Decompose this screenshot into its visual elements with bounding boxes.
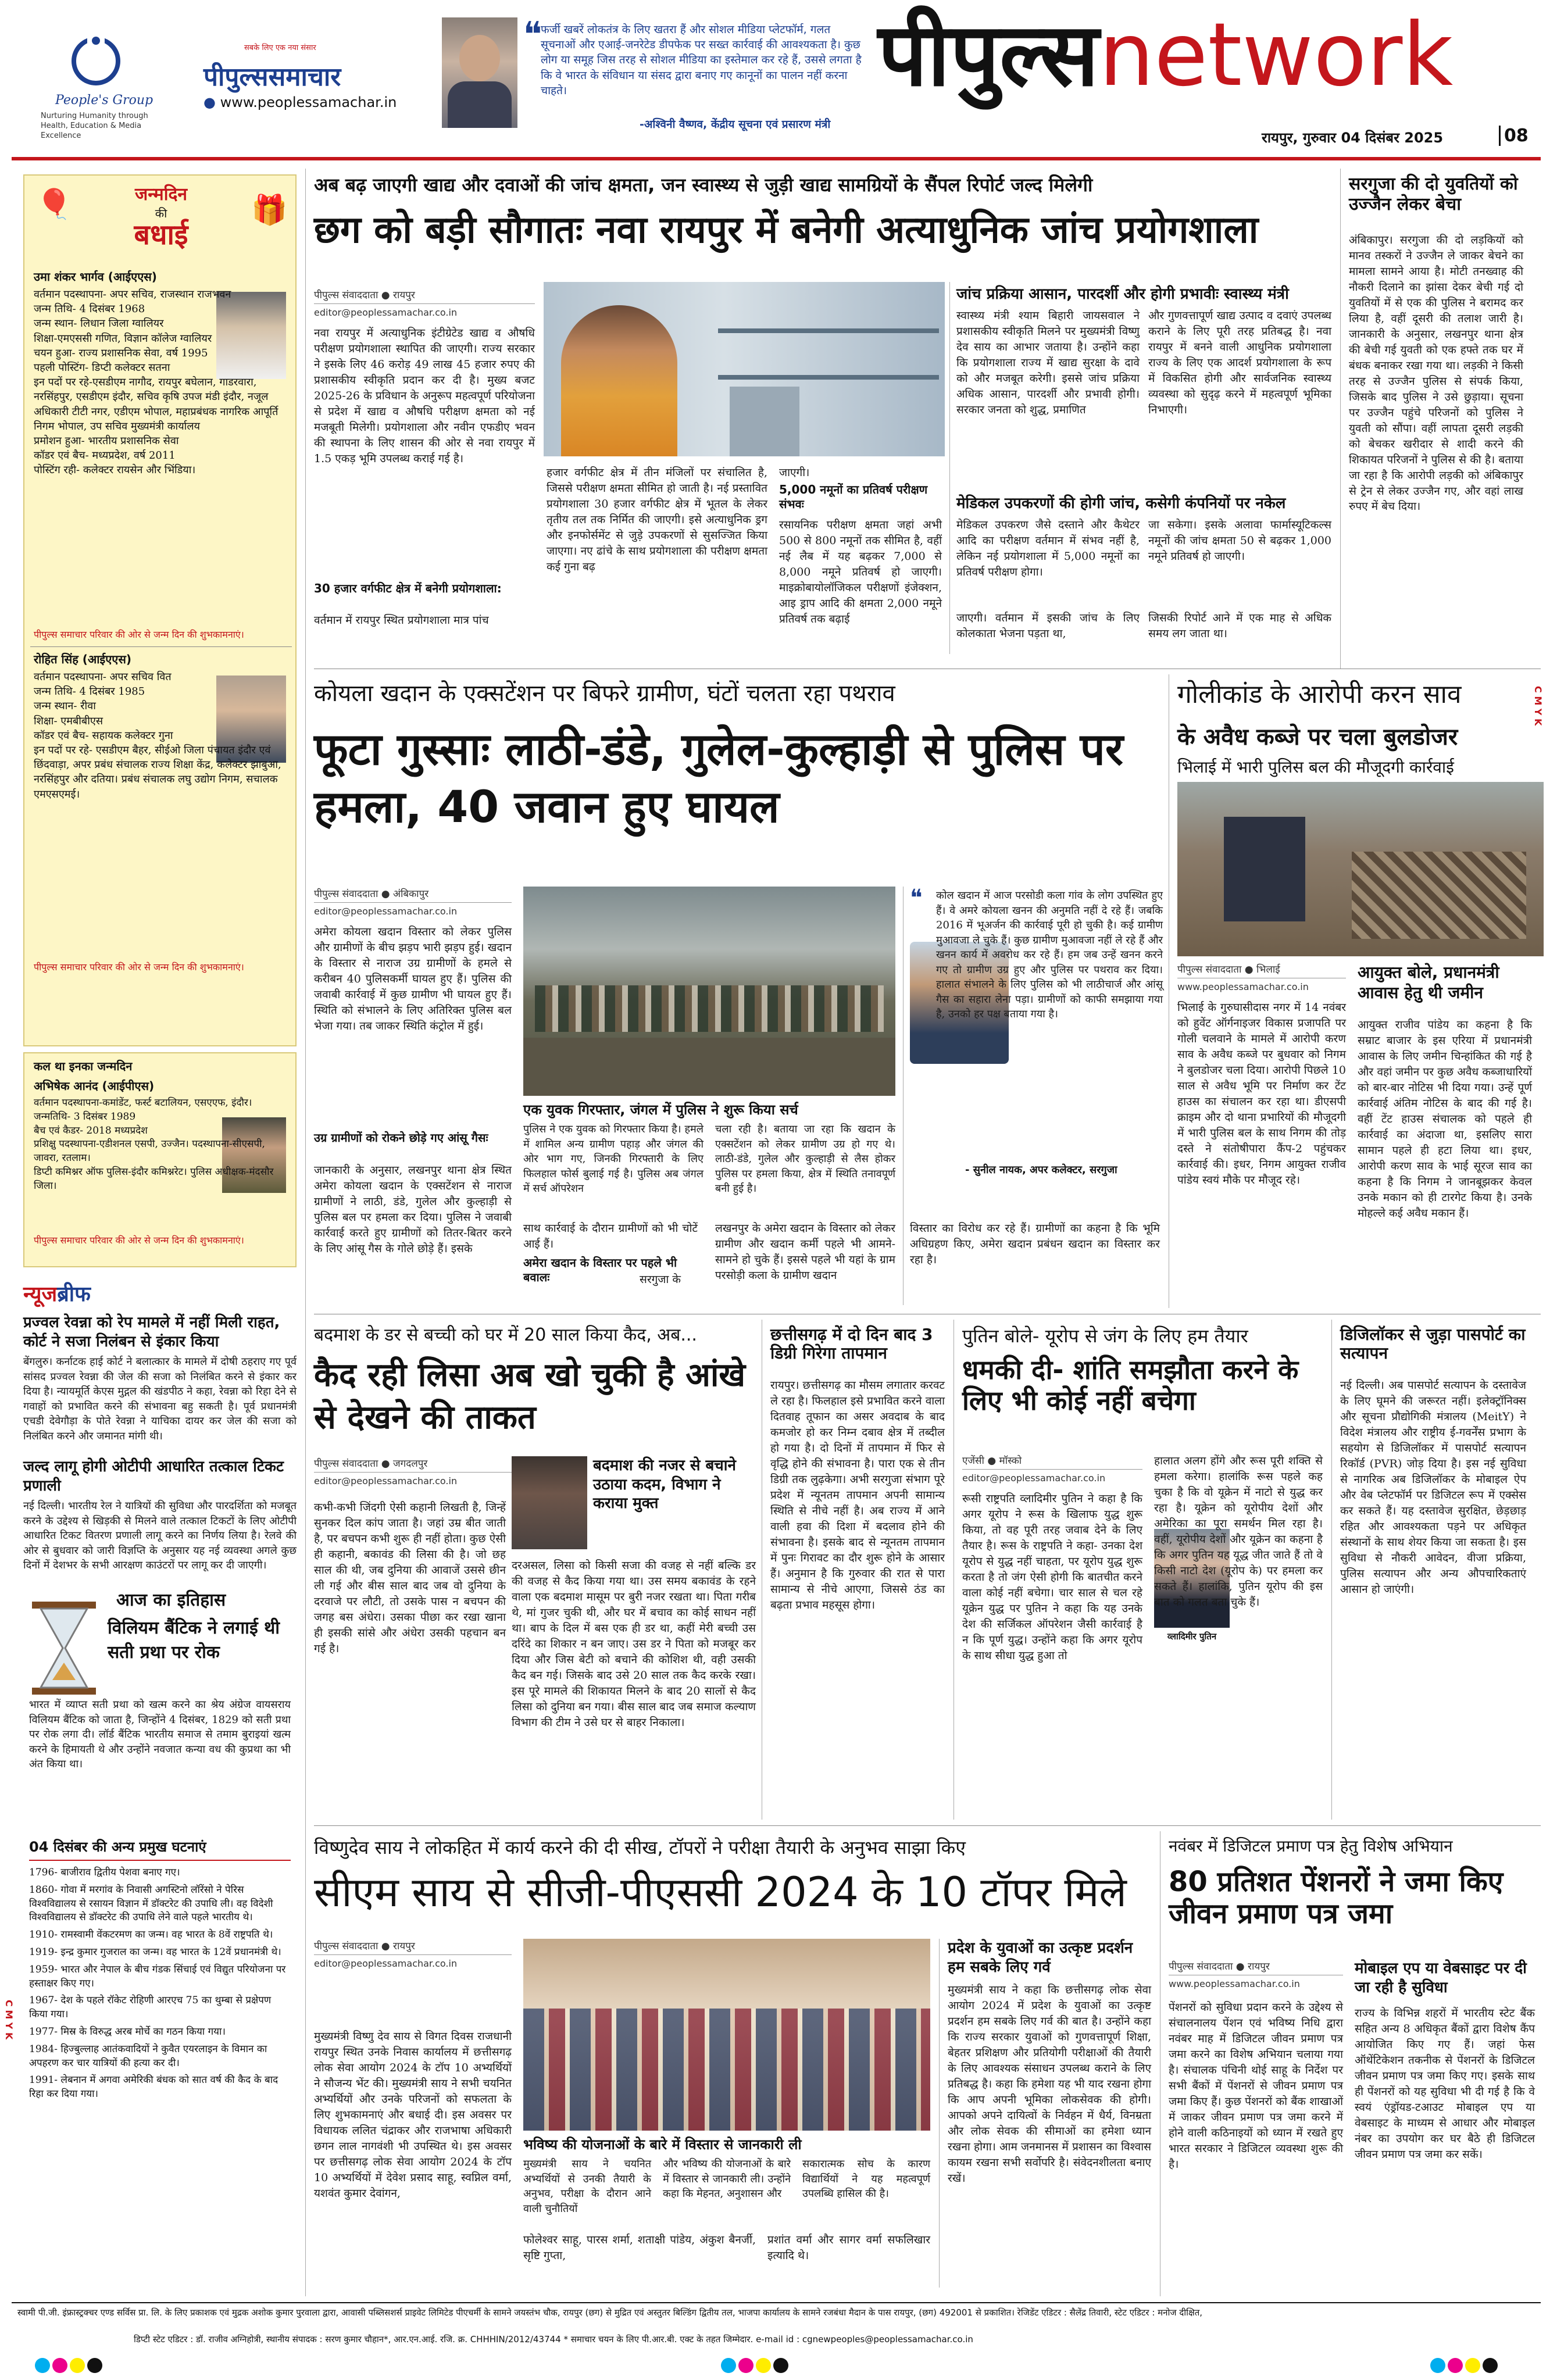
cm-cap-col2: और भविष्य की योजनाओं के बारे में विस्तार से जानकारी ली। उन्होंने कहा कि मेहनत, अनुशासन और: [663, 2158, 794, 2200]
brief-h2: जल्द लागू होगी ओटीपी आधारित तत्काल टिकट प्रणाली: [23, 1458, 284, 1495]
lisa-col1: कभी-कभी जिंदगी ऐसी कहानी लिखती है, जिन्हें सुनकर दिल कांप जाता है। जहां उम्र बीत जाती है, पर बचपन कभी शुरू ही नहीं होता। कुछ ऐसी ही कहानी, बकावंड की लिसा की है। जो छह साल की थी, जब दुनिया की आवाजें उससे छीन ली गई और बीस साल बाद जब वो दुनिया के दरवाजे पर लौटी, तो उसके पास न बचपन की जगह बस अंधेरा। उसका पीछा कर रखा खाना ही इसकी सांसे और अंधेरा उसकी पहचान बन गई है।: [314, 1501, 510, 1655]
page-number: 08: [1499, 126, 1529, 146]
coal-headline: फूटा गुस्साः लाठी-डंडे, गुलेल-कुल्हाड़ी से पुलिस पर हमला, 40 जवान हुए घायल: [314, 723, 1123, 832]
history-title: आज का इतिहास: [116, 1590, 226, 1610]
cm-email: editor@peoplessamachar.co.in: [314, 1958, 458, 1969]
coal-inner-rule: [903, 887, 904, 1305]
cmyk-mark-center: [721, 2358, 788, 2373]
golikand-kicker: गोलीकांड के आरोपी करन साव: [1177, 680, 1462, 709]
right-column-rule-top: [1340, 169, 1341, 669]
cm-inner-rule: [939, 1939, 940, 2288]
bday-p1-name: उमा शंकर भार्गव (आईएएस): [34, 270, 157, 284]
sarguja-headline: सरगुजा की दो युवतियों को उज्जैन लेकर बेचा: [1349, 174, 1518, 215]
cm-col1: मुख्यमंत्री विष्णु देव साय से विगत दिवस राजधानी रायपुर स्थित उनके निवास कार्यालय में छत्तीसगढ़ लोक सेवा आयोग 2024 के टॉप 10 अभ्यर्थियों ने सौजन्य भेंट की। मुख्यमंत्री साय ने सभी चयनित अभ्यर्थियों और उनके परिजनों को सफलता के लिए शुभकामनाएं और बधाई दी। इस अवसर पर विधायक ललित चंद्राकर और राजभाषा अधिकारी छगन लाल नागवंशी भी उपस्थित थे। इस अवसर पर छत्तीसगढ़ लोक सेवा आयोग 2024 के टॉप 10 अभ्यर्थियों में देवेश प्रसाद साहू, स्वप्निल वर्मा, यशवंत कुमार देवांगन,: [314, 2030, 516, 2200]
brand-right: समाचार: [268, 62, 341, 92]
coal-right-top: कोल खदान में आज परसोडी कला गांव के लोग उपस्थित हुए हैं। वे अमरे कोयला खनन की अनुमति नहीं दे रहे हैं। जबकि 2016 में भूअर्जन की कार्रवाई पूरी हो चुकी है। कई ग्रामीण मुआवजा ले चुके हैं। कुछ ग्रामीण मुआवजा नहीं ले रहे हैं और खनन कार्य में अवरोध कर रहे हैं। हम जब उन्हें खनन करने गए तो ग्रामीण उग्र हुए और पुलिस पर पथराव कर दिया। हालात संभालने के लिए पुलिस को भी लाठीचार्ज और आंसू गैस का सहारा लेना पड़ा। ग्रामीणों को काफी समझाया गया है, उनको हर पक्ष बताया गया है।: [936, 889, 1166, 1021]
coal-cap-col1: पुलिस ने एक युवक को गिरफ्तार किया है। हमले में शामिल अन्य ग्रामीण पहाड़ और जंगल की ओर भाग गए, जिनकी गिरफ्तारी के लिए फिलहाल फोर्स बुलाई गई है। पुलिस अब जंगल में सर्च ऑपरेशन: [523, 1123, 707, 1195]
coal-kicker: कोयला खदान के एक्सटेंशन पर बिफरे ग्रामीण, घंटों चलता रहा पथराव: [314, 680, 895, 707]
coal-col2-sub: अमेरा खदान के विस्तार पर पहले भी बवालः: [523, 1256, 677, 1284]
brand-left: पीपुल्स: [203, 62, 269, 92]
birthday-title-top: जन्मदिन: [134, 184, 188, 205]
birthday-title-mid: की: [155, 206, 167, 220]
coal-caption: एक युवक गिरफ्तार, जंगल में पुलिस ने शुरू किया सर्च: [523, 1102, 798, 1118]
bday-divider-1: [30, 646, 292, 647]
weather-text: रायपुर। छत्तीसगढ़ का मौसम लगातार करवट ले रहा है। फिलहाल इसे प्रभावित करने वाला दितवाह तूफान का असर अवदाब के बाद कमजोर हो कर निम्न दबाव क्षेत्र में तब्दील हो गया है। दो दिनों में तापमान में फिर से वृद्धि होने की संभावना है। पारा एक से तीन डिग्री तक लुढ़केगा। अभी सरगुजा संभाग पूरे प्रदेश में न्यूनतम तापमान अपनी सामान्य स्थिति से नीचे नहीं है। अब राज्य में आने वाली हवा की दिशा में बदलाव होने की संभावना है। इसके बाद से न्यूनतम तापमान में पुनः गिरावट का दौर शुरू होने के आसार हैं। अनुमान है कि गुरुवार की रात से पारा सामान्य से नीचे आएगा, जिससे ठंड का बढ़ता प्रभाव महसूस होगा।: [770, 1379, 949, 1611]
putin-kicker: पुतिन बोले- यूरोप से जंग के लिए हम तैयार: [962, 1325, 1248, 1347]
putin-photo-caption: व्लादिमीर पुतिन: [1167, 1631, 1217, 1642]
cm-byline: पीपुल्स संवाददाता ● रायपुर: [314, 1939, 512, 1955]
golikand-headline: के अवैध कब्जे पर चला बुलडोजर: [1177, 724, 1458, 751]
masthead: [0, 0, 1557, 157]
left-column-rule: [305, 169, 306, 2296]
coal-cap-col2: चला रही है। बताया जा रहा कि खदान के एक्सटेंशन को लेकर ग्रामीण उग्र हो गए थे। लाठी-डंडे, गुलेल और कुल्हाड़ी से लैस होकर पुलिस पर हमला किया, क्षेत्र में स्थिति तनावपूर्ण बनी हुई है।: [715, 1123, 899, 1195]
cm-cap-col3: सकारात्मक सोच के कारण विद्यार्थियों ने यह महत्वपूर्ण उपलब्धि हासिल की है।: [802, 2158, 934, 2200]
cm-group-photo: [523, 1939, 930, 2131]
golikand-byline: पीपुल्स संवाददाता ● भिलाई: [1177, 962, 1346, 978]
lead-col2: हजार वर्गफीट क्षेत्र में तीन मंजिलों पर संचालित है, जिससे परीक्षण क्षमता सीमित हो जाती है। नई प्रस्तावित प्रयोगशाला 30 हजार वर्गफीट क्षेत्र में भूतल के लेकर तृतीय तल तक निर्मित की जाएगी। इसे अत्याधुनिक ड्रग और इनफोर्समेंट से जुड़े उपकरणों से सुसज्जित किया जाएगा। नए ढांचे के साथ प्रयोगशाला की परीक्षण क्षमता कई गुना बढ़: [547, 466, 772, 573]
lisa-byline: पीपुल्स संवाददाता ● जगदलपुर: [314, 1456, 512, 1473]
putin-byline: एजेंसी ● मॉस्को: [962, 1453, 1142, 1470]
coal-right-tail: विस्तार का विरोध कर रहे हैं। ग्रामीणों का कहना है कि भूमि अधिग्रहण किए, अमेरा खदान प्रबंधन खदान का विस्तार कर रहा है।: [910, 1222, 1164, 1266]
pension-headline: 80 प्रतिशत पेंशनरों ने जमा किए जीवन प्रमाण पत्र जमा: [1169, 1866, 1504, 1931]
network-logo-en: network: [1099, 5, 1454, 106]
sarguja-text: अंबिकापुर। सरगुजा की दो लड़कियों को मानव तस्करों ने उज्जैन ले जाकर बेचने का मामला सामने आया है। मोटी तनख्वाह की नौकरी दिलाने का झांसा देकर बेची गई दो युवतियों में से एक की पुलिस ने बरामद कर लिया है, वहीं दूसरी की तलाश जारी है। जानकारी के अनुसार, लखनपुर थाना क्षेत्र की बेची गई युवती को एक हफ्ते तक घर में बंधक बनाकर रखा गया था। लड़की ने किसी तरह से उज्जैन पुलिस से संपर्क किया, जिसके बाद पुलिस ने उसे छुड़ाया। सूचना पर उज्जैन पहुंचे परिजनों को पुलिस ने युवती को सौंपा। वहीं लापता दूसरी लड़की को बेचकर खरीदार से शादी करने की शिकायत परिजनों ने पुलिस से की है। बताया जा रहा है कि आरोपी लड़की को अंबिकापुर से ट्रेन से लेकर उज्जैन गए, और वहां लाख रुपए में बेच दिया।: [1349, 234, 1527, 513]
quote-author: -अश्विनी वैष्णव, केंद्रीय सूचना एवं प्रसारण मंत्री: [640, 118, 831, 131]
bday-p3-wish: पीपुल्स समाचार परिवार की ओर से जन्म दिन की शुभकामनाएं।: [34, 1235, 244, 1246]
lisa-kicker: बदमाश के डर से बच्ची को घर में 20 साल किया कैद, अब...: [314, 1325, 697, 1345]
lead-side-col1: स्वास्थ्य मंत्री श्याम बिहारी जायसवाल ने प्रशासकीय स्वीकृति मिलने पर मुख्यमंत्री विष्णु देव साय का आभार जताया है। उन्होंने कहा कि प्रयोगशाला राज्य में खाद्य सुरक्षा के दावे को और मजबूत करेगी। इससे जांच प्रक्रिया अधिक आसान, पारदर्शी और प्रभावी होगी। सरकार जनता को शुद्ध, प्रमाणित: [956, 309, 1144, 416]
history-event: 1959- भारत और नेपाल के बीच गंडक सिंचाई एवं विद्युत परियोजना पर हस्ताक्षर किए गए।: [29, 1963, 286, 1989]
coal-col2-text: सरगुजा के: [640, 1273, 681, 1286]
cm-side-text: मुख्यमंत्री साय ने कहा कि छत्तीसगढ़ लोक सेवा आयोग 2024 में प्रदेश के युवाओं का उत्कृष्ट प्रदर्शन हम सबके लिए गर्व की बात है। उन्होंने कहा कि राज्य सरकार युवाओं को गुणवत्तापूर्ण शिक्षा, बेहतर प्रशिक्षण और प्रतियोगी परीक्षाओं की तैयारी के लिए आवश्यक संसाधन उपलब्ध कराने के लिए प्रतिबद्ध है। कहा कि हमेशा यह भी याद रखना होगा कि आप अपनी भूमिका लोकसेवक की होगी। आपको अपने दायित्वों के निर्वहन में धैर्य, विनम्रता और लोक सेवक की सीमाओं का हमेशा ध्यान रखना होगा। आम जनमानस में प्रशासन का विश्वास कायम रखना सभी सर्वोपरि है। संवेदनशीलता बनाए रखें।: [948, 1984, 1155, 2185]
bday-tomorrow-box: [23, 1052, 297, 1267]
cm-kicker: विष्णुदेव साय ने लोकहित में कार्य करने की दी सीख, टॉपरों ने परीक्षा तैयारी के अनुभव साझा किए: [314, 1836, 966, 1859]
cm-cap-col1: मुख्यमंत्री साय ने चयनित अभ्यर्थियों से उनकी तैयारी के अनुभव, परीक्षा के दौरान आने वाली चुनौतियों: [523, 2158, 655, 2215]
news-brief: [23, 1279, 300, 1581]
history-event: 1910- रामस्वामी वेंकटरमण का जन्म। वह भारत के 8वें राष्ट्रपति थे।: [29, 1929, 273, 1941]
coal-email: editor@peoplessamachar.co.in: [314, 906, 458, 917]
history-events-title: 04 दिसंबर की अन्य प्रमुख घटनाएं: [29, 1837, 291, 1861]
footer-line1: स्वामी पी.जी. इंफ्रास्ट्रक्चर एण्ड सर्विस प्रा. लि. के लिए प्रकाशक एवं मुद्रक अशोक कुमार पुरवाला द्वारा, आवासी पब्लिसशर्स प्राइवेट लिमिटेड पीएचर्मी के सामने जयस्तंभ चौक, रायपुर (छग) से मुद्रित एवं अस्तुतर बिल्डिंग द्वितीय तल, भाजपा कार्यालय के सामने रजबंधा मैदान के पास रायपुर, (छग) 492001 से प्रकाशित। रेजिडेंट एडिटर : सैलेंद्र तिवारी, स्टेट एडिटर : मनोज दीक्षित,: [17, 2307, 1203, 2318]
bday-p3-name: अभिषेक आनंद (आईपीएस): [34, 1079, 155, 1093]
footer-rule: [12, 2302, 1541, 2303]
golikand-side-text: आयुक्त राजीव पांडेय का कहना है कि सम्राट बाजार के इस एरिया में प्रधानमंत्री आवास के लिए जमीन चिन्हांकित की गई है और वहां जमीन पर कुछ अवैध कब्जाधारियों को बार-बार नोटिस भी दिया गया। उन्हें पूर्ण कार्रवाई अंतिम नोटिस के बाद की गई है। वहीं टेंट हाउस संचालक को पहले ही कार्रवाई का अंदाजा था, इसलिए सारा सामान पहले ही हटा लिया था। इधर, आरोपी करण साव के भाई सूरज साव का कहना है कि निगम ने जानबूझकर केवल उनके मकान को ही टारगेट किया है। उनके मोहल्ले कई अवैध मकान हैं।: [1358, 1019, 1536, 1220]
putin-rule: [1331, 1320, 1332, 1820]
network-logo-hi: पीपुल्स: [878, 5, 1099, 106]
lead-col1: नवा रायपुर में अत्याधुनिक इंटीग्रेटेड खाद्य व औषधि परीक्षण प्रयोगशाला स्थापित की जाएगी। राज्य सरकार ने इसके लिए 46 करोड़ 49 लाख 45 हजार रुपए की प्रशासकीय स्वीकृति प्रदान कर दी है। मुख्य बजट 2025-26 के प्रविधान के अनुरूप महत्वपूर्ण परियोजना से प्रदेश में खाद्य व औषधि परीक्षण क्षमता को नई मजबूती मिलेगी। प्रयोगशाला और नवीन एफडीए भवन की स्थापना के लिए शासन की ओर से नवा रायपुर में 1.5 एकड़ भूमि उपलब्ध कराई गई है।: [314, 327, 539, 465]
lead-col3: जाएगी।: [779, 466, 810, 479]
website-link[interactable]: [203, 94, 397, 110]
brief-t1: बेंगलुरु। कर्नाटक हाई कोर्ट ने बलात्कार के मामले में दोषी ठहराए गए पूर्व सांसद प्रज्वल रेवन्ना की जेल की सजा को निलंबित करने से इंकार कर दिया है। न्यायमूर्ति केएस मुद्गल की खंडपीठ ने कहा, रेवन्ना को रिहा देने से गवाहों को प्रभावित करने की संभावना बहु सकती है। पूर्व प्रधानमंत्री एचडी देवेगौड़ा के पोते रेवन्ना ने याचिका दायर कर जेल की सजा को निलंबित करने और जमानत मांगी थी।: [23, 1356, 300, 1442]
hourglass-icon: [29, 1599, 99, 1698]
lead-col1-tail: वर्तमान में रायपुर स्थित प्रयोगशाला मात्र पांच: [314, 614, 489, 627]
coal-col3: लखनपुर के अमेरा खदान के विस्तार को लेकर ग्रामीण और खदान कर्मी पहले भी आमने-सामने हो चुके हैं। इससे पहले भी यहां के ग्राम परसोड़ी कला के ग्रामीण खदान: [715, 1222, 899, 1282]
golikand-site: www.peoplessamachar.co.in: [1177, 981, 1309, 992]
history-event: 1977- मिस्र के विरुद्ध अरब मोर्चे का गठन किया गया।: [29, 2025, 226, 2038]
cmyk-mark-left: [35, 2358, 102, 2373]
brief-t2: नई दिल्ली। भारतीय रेल ने यात्रियों की सुविधा और पारदर्शिता को मजबूत करने के उद्देश्य से खिड़की से मिलने वाले तत्काल टिकटों के लिए ओटीपी आधारित टिकट वितरण प्रणाली लागू करने का निर्णय लिया है। रेलवे की ओर से बुधवार को जारी विज्ञप्ति के अनुसार यह नई व्यवस्था अगले कुछ दिनों में देशभर के सभी आरक्षण काउंटरों पर लागू कर दी जाएगी।: [23, 1500, 300, 1572]
balloon-icon: 🎈: [36, 187, 73, 221]
lisa-col2: दरअसल, लिसा को किसी सजा की वजह से नहीं बल्कि डर की वजह से कैद किया गया था। उस समय बकावंड के रहने वाला एक बदमाश मासूम पर बुरी नजर रखता था। पिता गरीब थे, मां गुजर चुकी थी, और घर में बचाव का कोई साधन नहीं था। बाप के दिल में बस एक ही डर था, कहीं मेरी बच्ची उस दरिंदे का शिकार न बन जाए। उस डर ने पिता को मजबूर कर दिया और जिस बेटी को बचाने की कोशिश थी, वही उसकी कैद बन गई। जिसके बाद उसे 20 साल तक कैद करके रखा। इस पूरे मामले की शिकायत मिलने के बाद 20 सालों से कैद लिसा को दुनिया बन गया। बीस साल बाद जब समाज कल्याण विभाग की टीम ने उसे घर से बाहर निकाला।: [512, 1559, 760, 1729]
bday-p2-name: रोहित सिंह (आईएएस): [34, 652, 131, 666]
golikand-side-head: आयुक्त बोले, प्रधानमंत्री आवास हेतु थी जमीन: [1358, 963, 1499, 1002]
birthday-box: [23, 174, 297, 1046]
pension-byline: पीपुल्स संवाददाता ● रायपुर: [1169, 1959, 1343, 1975]
history-event: 1991- लेबनान में अगवा अमेरिकी बंधक को सात वर्ष की कैद के बाद रिहा कर दिया गया।: [29, 2074, 278, 2100]
brand-samachar: [203, 58, 341, 93]
pension-site: www.peoplessamachar.co.in: [1169, 1978, 1300, 1989]
putin-col2: हालात अलग होंगे और रूस पूरी शक्ति से हमला करेगा। हालांकि रूस पहले कह चुका है कि वो यूक्रेन में नाटो से युद्ध कर रहा है। यूक्रेन को यूरोपीय देशों और अमेरिका का पूरा समर्थन मिल रहा है। वहीं, यूरोपीय देशों और यूक्रेन का कहना है कि अगर पुतिन यह यूद्ध जीत जाते हैं तो वे किसी नाटो देश (यूरोप के) पर हमला कर सकते हैं। हालांकि, पुतिन यूरोप की इस बात को गलत बता चुके हैं।: [1154, 1455, 1327, 1609]
footer-line2: डिप्टी स्टेट एडिटर : डॉ. राजीव अग्निहोत्री, स्थानीय संपादक : सरण कुमार चौहान*, आर.एन.आई. रजि. क्र. CHHHIN/2012/43744 * समाचार चयन के लिए पी.आर.बी. एक्ट के तहत जिम्मेदार. e-mail id : cgnewpeoples@peoplessamachar.co.in: [134, 2334, 973, 2345]
lead-side2-col2: जा सकेगा। इसके अलावा फार्मास्यूटिकल्स नमूनों की जांच क्षमता 50 से बढ़कर 1,000 नमूने प्रतिवर्ष हो जाएगी।: [1148, 519, 1335, 563]
golikand-text: भिलाई के गुरुघासीदास नगर में 14 नवंबर को हुवेंट ऑर्गनाइजर विकास प्रजापति पर गोली चलवाने के मामले में आरोपी करण साव के अवैध कब्जे पर बुधवार को निगम ने बुलडोजर चला दिया। आरोपी पिछले 10 साल से अवैध भूमि पर निर्माण कर टेंट हाउस का संचालन कर रहा था। डीएसपी क्राइम और दो थाना प्रभारियों की मौजूदगी में भारी पुलिस बल के साथ निगम की तोड़ दस्ते ने संतोषीपारा कैंप-2 पहुंचकर कार्रवाई की। इधर, निगम आयुक्त राजीव पांडेय स्वयं मौके पर मौजूद रहे।: [1177, 1001, 1350, 1187]
bday-p1-details: वर्तमान पदस्थापना- अपर सचिव, राजस्थान राजभवन जन्म तिथि- 4 दिसंबर 1968 जन्म स्थान- लिधान जिला ग्वालियर शिक्षा-एमएससी गणित, विज्ञान कॉलेज ग्वालियर चयन हुआ- राज्य प्रशासनिक सेवा, वर्ष 1995 पहली पोस्टिंग- डिप्टी कलेक्टर सतना इन पदों पर रहे-एसडीएम नागौद, रायपुर बघेलान, गाडरवारा, नरसिंहपुर, एसडीएम इंदौर, सचिव कृषि उपज मंडी इंदौर, नजूल अधिकारी टीटी नगर, एडीएम भोपाल, महाप्रबंधक नागरिक आपूर्ति निगम भोपाल, उप सचिव मुख्यमंत्री कार्यालय प्रमोशन हुआ- भारतीय प्रशासनिक सेवा कॉडर एवं बैच- मध्यप्रदेश, वर्ष 2011 पोस्टिंग रही- कलेक्टर रायसेन और भिंडिया।: [34, 288, 278, 477]
bday-p2-wish: पीपुल्स समाचार परिवार की ओर से जन्म दिन की शुभकामनाएं।: [34, 962, 244, 973]
brief-h1: प्रज्वल रेवन्ना को रेप मामले में नहीं मिली राहत, कोर्ट ने सजा निलंबन से इंकार किया: [23, 1314, 280, 1350]
divider-lower: [314, 1825, 1541, 1826]
cm-side-head: प्रदेश के युवाओं का उत्कृष्ट प्रदर्शन हम सबके लिए गर्व: [948, 1939, 1133, 1976]
masthead-rule: [12, 157, 1541, 160]
lead-col3-sub: 5,000 नमूनों का प्रतिवर्ष परीक्षण संभवः: [779, 483, 928, 511]
history-events-list: [29, 1866, 291, 2105]
pension-col1: पेंशनरों को सुविधा प्रदान करने के उद्देश्य से संचालनालय पेंशन एवं भविष्य निधि द्वारा नवंबर माह में डिजिटल जीवन प्रमाण पत्र जमा करने का विशेष अभियान चलाया गया है। संचालक पंचिनी थोई साहू के निर्देश पर सभी बैंकों में पेंशनरों से जीवन प्रमाण पत्र जमा किए हैं। कुछ पेंशनरों को बैंक शाखाओं में जाकर जीवन प्रमाण पत्र जमा करने में होने वाली कठिनाइयों को ध्यान में रखते हुए भारत सरकार ने डिजिटल व्यवस्था शुरू की है।: [1169, 2001, 1347, 2171]
lead-side3-col1: जाएगी। वर्तमान में इसकी जांच के लिए कोलकाता भेजना पड़ता था,: [956, 612, 1144, 640]
cm-names-1: फोलेश्वर साहू, पारस शर्मा, शताक्षी पांडेय, अंकुश बैनर्जी, सृष्टि गुप्ता,: [523, 2234, 760, 2262]
lead-headline: छग को बड़ी सौगातः नवा रायपुर में बनेगी अत्याधुनिक जांच प्रयोगशाला: [314, 209, 1259, 252]
lisa-col2-head: बदमाश की नजर से बचाने उठाया कदम, विभाग ने कराया मुक्त: [593, 1457, 736, 1512]
lead-side-col2: और गुणवत्तापूर्ण खाद्य उत्पाद व दवाएं उपलब्ध कराने के लिए पूरी तरह प्रतिबद्ध है। नवा रायपुर में बनने वाली आधुनिक प्रयोगशाला राज्य के लिए एक आदर्श प्रयोगशाला के रूप में विकसित होगी और सार्वजनिक स्वास्थ्य व्यवस्था को सुदृढ़ करने में महत्वपूर्ण भूमिका निभाएगी।: [1148, 309, 1335, 416]
coal-col1: अमेरा कोयला खदान विस्तार को लेकर पुलिस और ग्रामीणों के बीच झड़प भारी झड़प हुई। खदान के विस्तार से नाराज उग्र ग्रामीणों के हमले से करीबन 40 पुलिसकर्मी घायल हुए हैं। पुलिस की जवाबी कार्रवाई में कुछ ग्रामीण भी घायल हुए हैं। स्थिति को संभालने के लिए अतिरिक्त पुलिस बल भेजा गया। तब जाकर स्थिति कंट्रोल में हुई।: [314, 925, 516, 1032]
website-text: www.peoplessamachar.in: [220, 94, 397, 110]
brief-heading-2: ब्रीफ: [57, 1282, 91, 1306]
lead-kicker: अब बढ़ जाएगी खाद्य और दवाओं की जांच क्षमता, जन स्वास्थ्य से जुड़ी खाद्य सामग्रियों के सैंपल रिपोर्ट जल्द मिलेगी: [314, 174, 1093, 196]
coal-col2-a: साथ कार्रवाई के दौरान ग्रामीणों को भी चोटें आई हैं।: [523, 1222, 702, 1250]
dateline: रायपुर, गुरुवार 04 दिसंबर 2025: [1262, 130, 1444, 146]
history-event: 1984- हिज्बुल्लाह आतंकवादियों ने कुवैत एयरलाइन के विमान का अपहरण कर चार यात्रियों की हत्या कर दी।: [29, 2043, 267, 2069]
bday-p1-wish: पीपुल्स समाचार परिवार की ओर से जन्म दिन की शुभकामनाएं।: [34, 629, 244, 640]
bday-tomorrow-title: कल था इनका जन्मदिन: [34, 1059, 133, 1073]
minister-quote: फर्जी खबरें लोकतंत्र के लिए खतरा हैं और सोशल मीडिया प्लेटफॉर्म, गलत सूचनाओं और एआई-जनरेटेड डीपफेक पर सख्त कार्रवाई की आवश्यकता है। कुछ लोग या समूह जिस तरह से सोशल मीडिया का इस्तेमाल कर रहे हैं, उससे लगता है कि वे भारत के संविधान या संसद द्वारा बनाए गए कानूनों का पालन नहीं करना चाहते।: [541, 23, 862, 97]
history-box: [23, 1587, 297, 2279]
putin-headline: धमकी दी- शांति समझौता करने के लिए भी कोई नहीं बचेगा: [962, 1354, 1299, 1416]
history-event: 1796- बाजीराव द्वितीय पेशवा बनाए गए।: [29, 1867, 180, 1878]
group-tagline: Nurturing Humanity through Health, Education & Media Excellence: [41, 112, 148, 140]
golikand-sub: भिलाई में भारी पुलिस बल की मौजूदगी कार्रवाई: [1177, 757, 1454, 777]
quote-mark-icon: ❝: [910, 885, 923, 912]
bday-p2-details: वर्तमान पदस्थापना- अपर सचिव वित जन्म तिथि- 4 दिसंबर 1985 जन्म स्थान- रीवा शिक्षा- एमबीबीएस कॉडर एवं बैच- सहायक कलेक्टर गुना इन पदों पर रहे- एसडीएम बैहर, सीईओ जिला पंचायत इंदौर एवं छिंदवाड़ा, अपर प्रबंध संचालक राज्य शिक्षा केंद्र, कलेक्टर झाबुआ, नरसिंहपुर और दतिया। प्रबंध संचालक लघु उद्योग निगम, सचालक एमएसएमई।: [34, 671, 281, 801]
group-name: People's Group: [55, 93, 153, 108]
coal-photo: [523, 887, 895, 1096]
coal-byline: पीपुल्स संवाददाता ● अंबिकापुर: [314, 887, 512, 903]
weather-headline: छत्तीसगढ़ में दो दिन बाद 3 डिग्री गिरेगा तापमान: [770, 1325, 933, 1363]
cm-headline: सीएम साय से सीजी-पीएससी 2024 के 10 टॉपर मिले: [314, 1868, 1127, 1916]
pension-col2: राज्य के विभिन्न शहरों में भारतीय स्टेट बैंक सहित अन्य 8 अधिकृत बैंकों द्वारा विशेष कैंप आयोजित किए गए हैं। जहां फेस ऑथेंटिकेशन तकनीक से पेंशनरों के डिजिटल जीवन प्रमाण पत्र जमा किए गए। इसके साथ ही पेंशनरों को यह सुविधा भी दी गई है कि वे स्वयं एंड्रॉयड-टआउट मोबाइल एप या वेबसाइट के माध्यम से आधार और मोबाइल नंबर का उपयोग कर घर बैठे ही डिजिटल जीवन प्रमाण पत्र जमा कर सकें।: [1355, 2007, 1539, 2161]
cmyk-side-label-left: C M Y K: [3, 2000, 15, 2040]
lead-side3-col2: जिसकी रिपोर्ट आने में एक माह से अधिक समय लग जाता था।: [1148, 612, 1335, 640]
brief-heading: [23, 1279, 297, 1307]
lead-side-head2: मेडिकल उपकरणों की होगी जांच, कसेगी कंपनियों पर नकेल: [956, 495, 1286, 512]
quote-mark-icon: ❝: [523, 15, 542, 55]
minister-photo: [442, 17, 517, 128]
coal-quote-by: - सुनील नायक, अपर कलेक्टर, सरगुजा: [965, 1164, 1117, 1176]
lead-photo: [544, 282, 945, 456]
history-event: 1967- देश के पहले रॉकेट रोहिणी आरएच 75 का थुम्बा से प्रक्षेपण किया गया।: [29, 1995, 272, 2021]
brief-heading-1: न्यूज: [23, 1282, 58, 1306]
lisa-headline: कैद रही लिसा अब खो चुकी है आंखे से देखने की ताकत: [314, 1356, 746, 1436]
bulldozer-photo: [1177, 782, 1544, 956]
lead-side-head: जांच प्रक्रिया आसान, पारदर्शी और होगी प्रभावीः स्वास्थ्य मंत्री: [956, 285, 1289, 303]
pension-kicker: नवंबर में डिजिटल प्रमाण पत्र हेतु विशेष अभियान: [1169, 1836, 1453, 1856]
network-logo: [878, 5, 1454, 106]
history-event: 1919- इन्द्र कुमार गुजराल का जन्म। वह भारत के 12वें प्रधानमंत्री थे।: [29, 1946, 281, 1958]
coal-col1-sub: उग्र ग्रामीणों को रोकने छोड़े गए आंसू गैसः: [314, 1131, 488, 1145]
tagline-hi: सबके लिए एक नया संसार: [244, 44, 316, 52]
lead-email: editor@peoplessamachar.co.in: [314, 307, 458, 318]
gift-icon: 🎁: [251, 193, 288, 227]
coal-col1-text: जानकारी के अनुसार, लखनपुर थाना क्षेत्र स्थित अमेरा कोयला खदान के एक्सटेंशन से नाराज ग्रामीणों ने लाठी, डंडे, गुलेल और कुल्हाड़ी से पुलिस बल पर हमला कर दिया। पुलिस ने जवाबी कार्रवाई करते हुए ग्रामीणों को तितर-बितर करने के लिए आंसू गैस के गोले छोड़े हैं। इसके: [314, 1164, 516, 1255]
lisa-email: editor@peoplessamachar.co.in: [314, 1475, 458, 1486]
pension-side-head: मोबाइल एप या वेबसाइट पर दी जा रही है सुविधा: [1355, 1960, 1527, 1996]
digilocker-headline: डिजिलॉकर से जुड़ा पासपोर्ट का सत्यापन: [1340, 1325, 1526, 1363]
history-headline: विलियम बैंटिक ने लगाई थी सती प्रथा पर रोक: [108, 1618, 280, 1663]
globe-icon: ●: [203, 94, 216, 110]
lead-side2-col1: मेडिकल उपकरण जैसे दस्ताने और कैथेटर आदि का परीक्षण वर्तमान में संभव नहीं है, लेकिन नई प्रयोगशाला में 5,000 नमूनों का प्रतिवर्ष परीक्षण होगा।: [956, 519, 1144, 578]
lead-col1-sub: 30 हजार वर्गफीट क्षेत्र में बनेगी प्रयोगशाला:: [314, 581, 502, 595]
lead-byline: पीपुल्स संवाददाता ● रायपुर: [314, 288, 535, 304]
cmyk-side-label-right: C M Y K: [1533, 686, 1544, 726]
cm-caption: भविष्य की योजनाओं के बारे में विस्तार से जानकारी ली: [523, 2136, 802, 2153]
history-text: भारत में व्याप्त सती प्रथा को खत्म करने का श्रेय अंग्रेज वायसराय विलियम बैंटिक को जाता है, जिन्होंने 4 दिसंबर, 1829 को सती प्रथा पर रोक लगा दी। लॉर्ड बैंटिक भारतीय समाज से तमाम बुराइयां खत्म करने के हिमायती थे और उन्होंने नवजात कन्या वध की कुप्रथा का भी अंत किया था।: [29, 1699, 294, 1771]
cmyk-mark-right: [1430, 2358, 1498, 2373]
cm-names-2: प्रशांत वर्मा और सागर वर्मा सफलिखार इत्यादि थे।: [767, 2234, 934, 2262]
digilocker-text: नई दिल्ली। अब पासपोर्ट सत्यापन के दस्तावेज के लिए घूमने की जरूरत नहीं। इलेक्ट्रॉनिक्स और सूचना प्रौद्योगिकी मंत्रालय (MeitY) ने विदेश मंत्रालय और राष्ट्रीय ई-गवर्नेंस प्रभाग के सहयोग से डिजिलॉकर में पासपोर्ट सत्यापन रिकॉर्ड (PVR) जोड़ दिया है। इस नई सुविधा से नागरिक अब डिजिलॉकर के मोबाइल ऐप और वेब प्लेटफॉर्म पर डिजिटल रूप में एक्सेस कर सकते हैं। यह दस्तावेज सुरक्षित, छेड़छाड़ रहित और आवश्यकता पड़ने पर अधिकृत संस्थानों के साथ शेयर किया जा सकता है। इस सुविधा से नौकरी आवेदन, वीजा प्रक्रिया, पुलिस सत्यापन और अन्य औपचारिकताएं आसान हो जाएंगी।: [1340, 1379, 1530, 1596]
putin-email: editor@peoplessamachar.co.in: [962, 1473, 1106, 1484]
birthday-title-main: बधाई: [134, 219, 188, 251]
putin-col1: रूसी राष्ट्रपति व्लादिमीर पुतिन ने कहा है कि अगर यूरोप ने रूस के खिलाफ युद्ध शुरू किया, तो वह पूरी तरह जवाब देने के लिए तैयार है। रूस के राष्ट्रपति ने कहा- उनका देश यूरोप से युद्ध नहीं चाहता, पर यूरोप युद्ध शुरू करता है तो जंग ऐसी होगी कि बातचीत करने वाला कोई नहीं बचेगा। चार साल से चल रहे यूक्रेन युद्ध पर पुतिन ने कहा कि यह उनके देश की सर्जिकल ऑपरेशन जैसी कार्रवाई है न कि पूर्ण युद्ध। उन्होंने कहा कि अगर यूरोप के साथ सीधा युद्ध हुआ तो: [962, 1492, 1147, 1662]
bday-p3-details: वर्तमान पदस्थापना-कमांडेंट, फर्स्ट बटालियन, एसएएफ, इंदौर। जन्मतिथि- 3 दिसंबर 1989 बैच एवं कैडर- 2018 मध्यप्रदेश प्रशिक्षु पदस्थापना-एडीशनल एसपी, उज्जैन। पदस्थापना-सीएसपी, जावरा, रतलाम। डिप्टी कमिश्नर ऑफ पुलिस-इंदौर कमिश्नरेट। पुलिस अधीक्षक-मंदसौर जिला।: [34, 1097, 274, 1192]
lead-inner-rule: [949, 282, 950, 654]
lead-col3-text: रसायनिक परीक्षण क्षमता जहां अभी 500 से 800 नमूनों तक सीमित है, वहीं नई लैब में यह बढ़कर 7,000 से 8,000 नमूने प्रतिवर्ष हो जाएगी। माइक्रोबायोलॉजिकल परीक्षणों इंजेक्शन, आइ ड्राप आदि की क्षमता 2,000 नमूने प्रतिवर्ष तक बढ़ाई: [779, 519, 946, 626]
history-event: 1860- गोवा में मरगांव के निवासी अगस्टिनो लॉरेंसो ने पेरिस विश्वविद्यालय से रसायन विज्ञान में डॉक्टरेट की उपाधि ली। वह विदेशी विश्वविद्यालय से डॉक्टरेट की उपाधि लेने वाले पहले भारतीय थे।: [29, 1884, 273, 1924]
peoples-group-logo-icon: [70, 35, 122, 87]
